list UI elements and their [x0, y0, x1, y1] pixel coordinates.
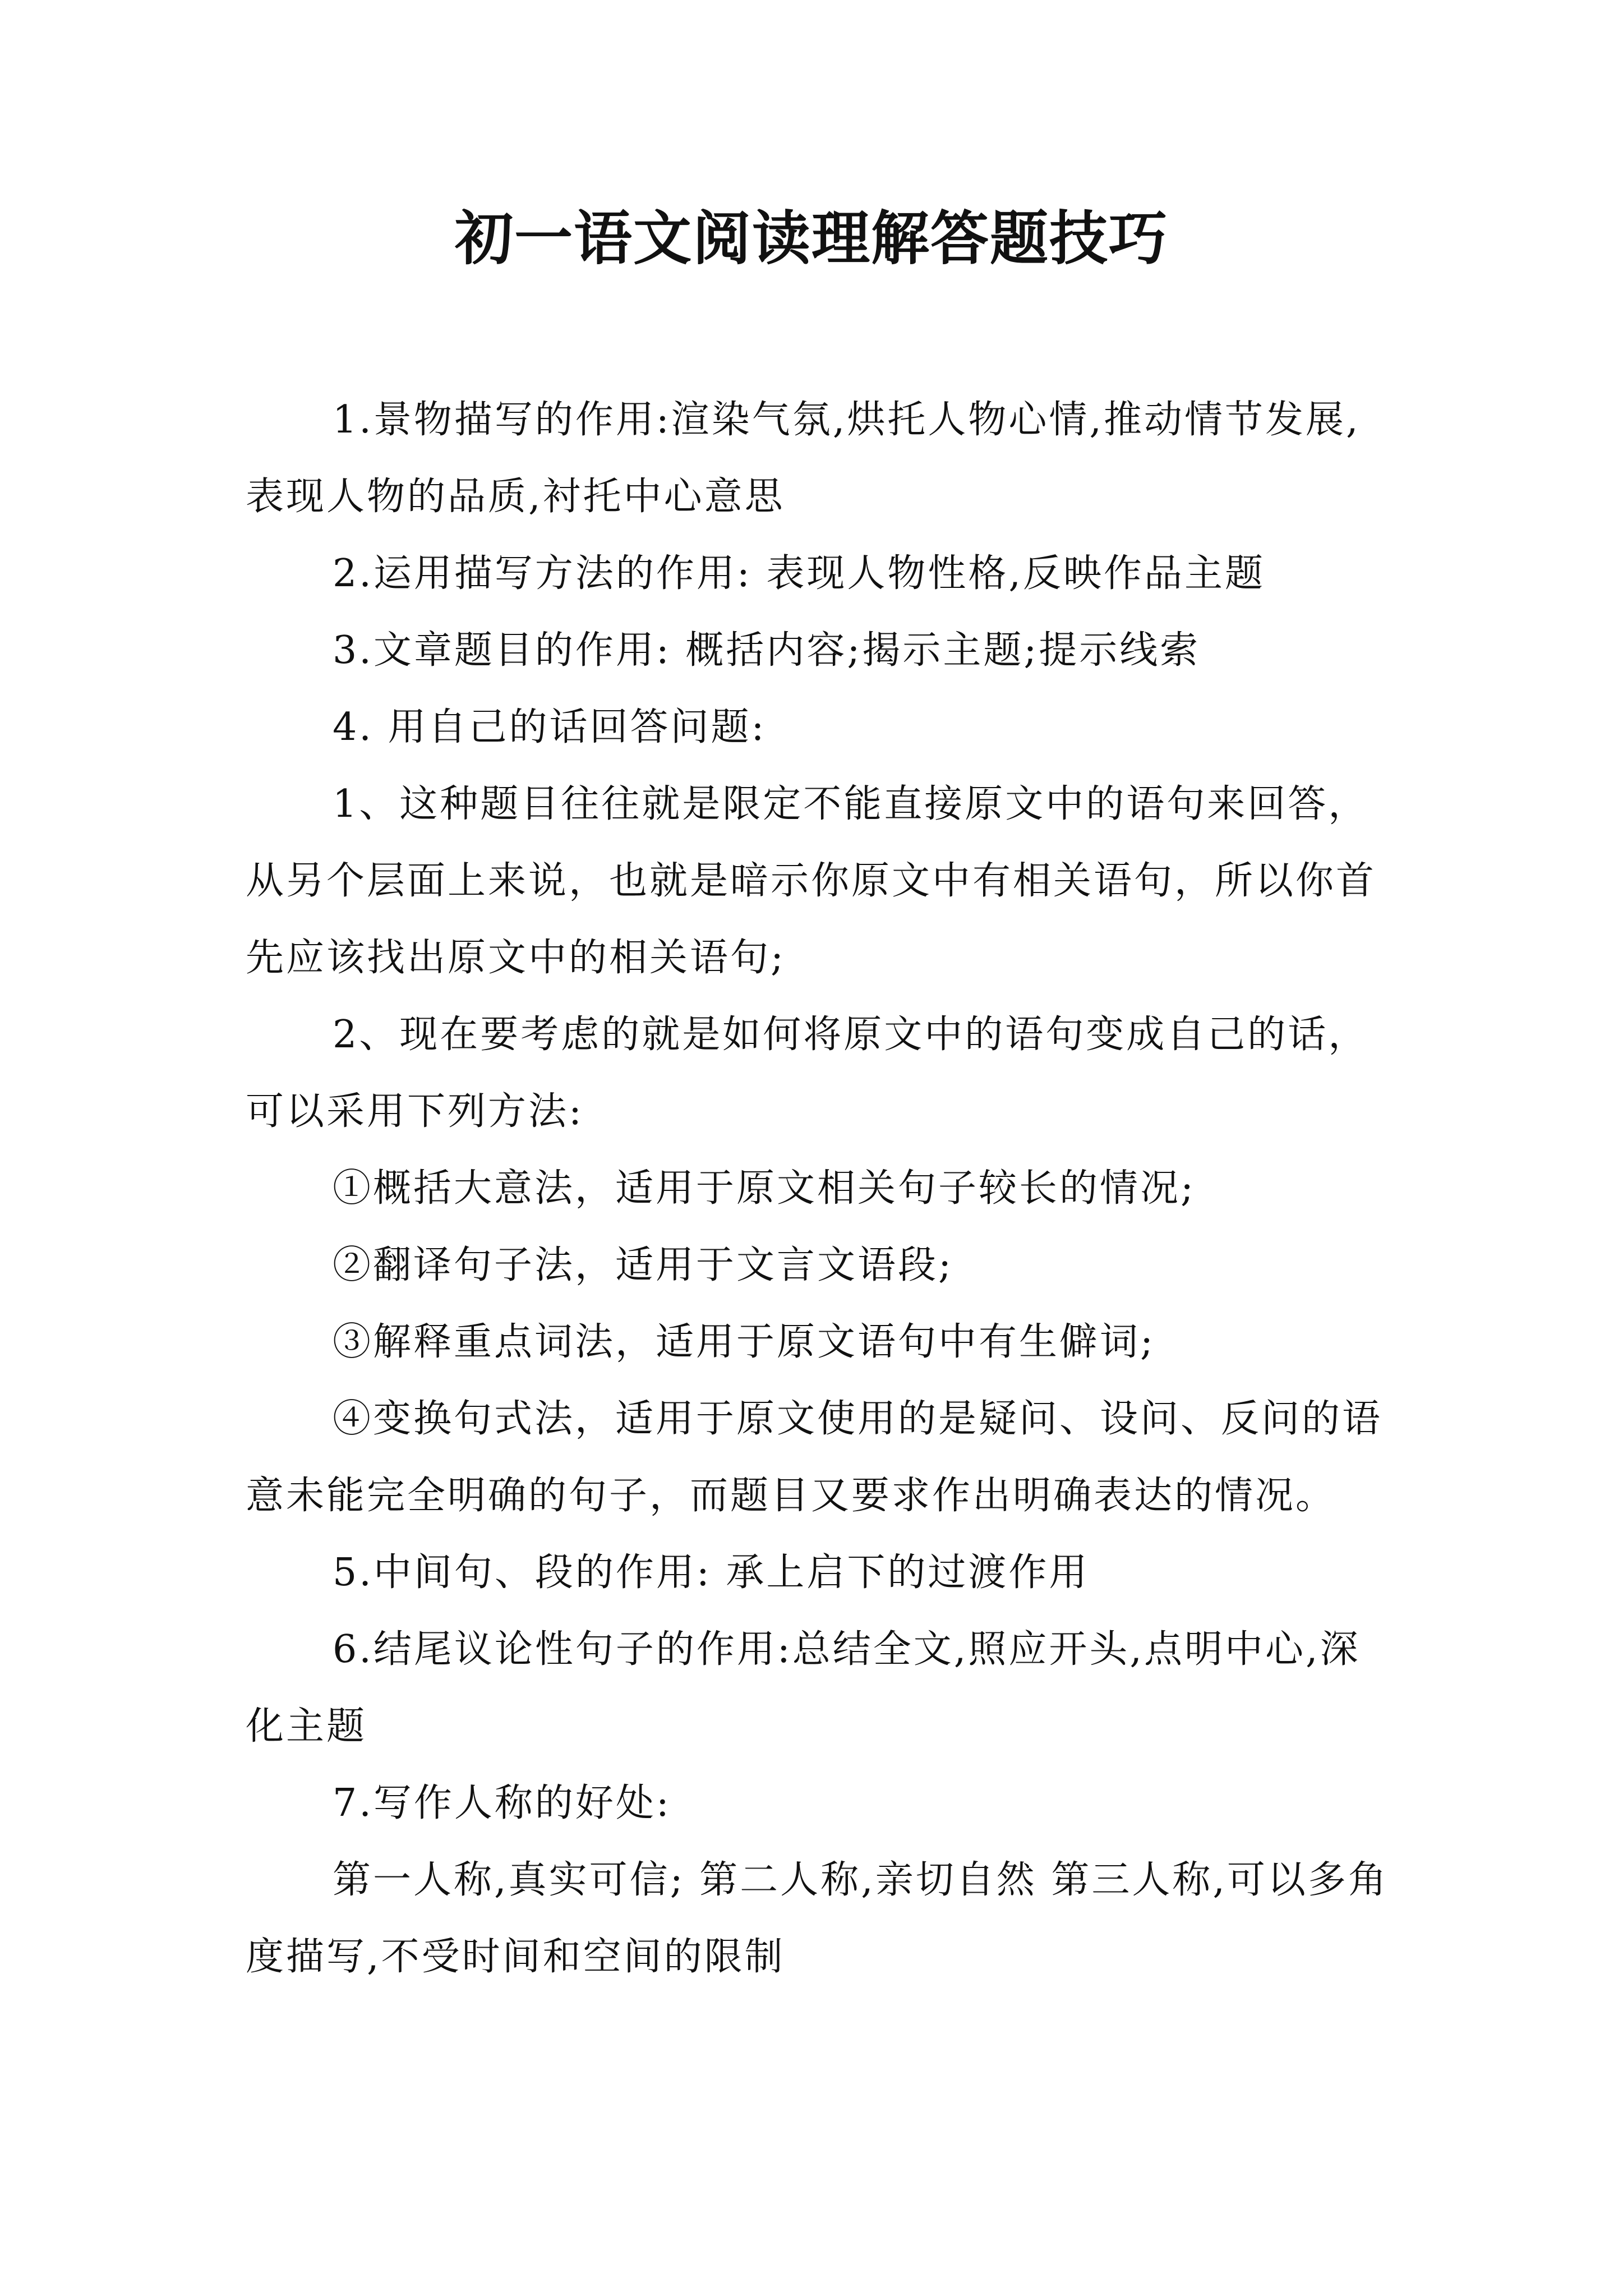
paragraph-convert-sentences: 2、现在要考虑的就是如何将原文中的语句变成自己的话，可以采用下列方法:: [246, 1013, 1369, 1134]
paragraph-method-explain-words: ③解释重点词法，适用于原文语句中有生僻词;: [333, 1320, 1155, 1364]
document-title: 初一语文阅读理解答题技巧: [454, 204, 1168, 273]
paragraph-answer-in-own-words: 4. 用自己的话回答问题:: [333, 705, 767, 749]
paragraph-title-function: 3.文章题目的作用: 概括内容;揭示主题;提示线索: [333, 628, 1201, 673]
paragraph-person-benefits: 第一人称,真实可信; 第二人称,亲切自然 第三人称,可以多角度描写,不受时间和空间的限制: [246, 1858, 1389, 1979]
paragraph-description-methods: 2.运用描写方法的作用: 表现人物性格,反映作品主题: [333, 551, 1266, 596]
document-body: [246, 381, 1390, 1995]
paragraph-method-summarize: ①概括大意法，适用于原文相关句子较长的情况;: [333, 1166, 1196, 1211]
paragraph-find-related-sentences: 1、这种题目往往就是限定不能直接原文中的语句来回答，从另个层面上来说，也就是暗示你原文中有相关语句，所以你首先应该找出原文中的相关语句;: [246, 782, 1377, 980]
paragraph-method-change-sentence: ④变换句式法，适用于原文使用的是疑问、设问、反问的语意未能完全明确的句子，而题目又要求作出明确表达的情况。: [246, 1397, 1383, 1518]
paragraph-ending-function: 6.结尾议论性句子的作用:总结全文,照应开头,点明中心,深化主题: [246, 1627, 1361, 1749]
paragraph-narrative-person: 7.写作人称的好处:: [333, 1781, 671, 1825]
paragraph-scenery-description: 1.景物描写的作用:渲染气氛,烘托人物心情,推动情节发展,表现人物的品质,衬托中心意思: [246, 398, 1361, 519]
paragraph-method-translate: ②翻译句子法，适用于文言文语段;: [333, 1243, 953, 1287]
paragraph-middle-sentence-function: 5.中间句、段的作用: 承上启下的过渡作用: [333, 1550, 1090, 1595]
